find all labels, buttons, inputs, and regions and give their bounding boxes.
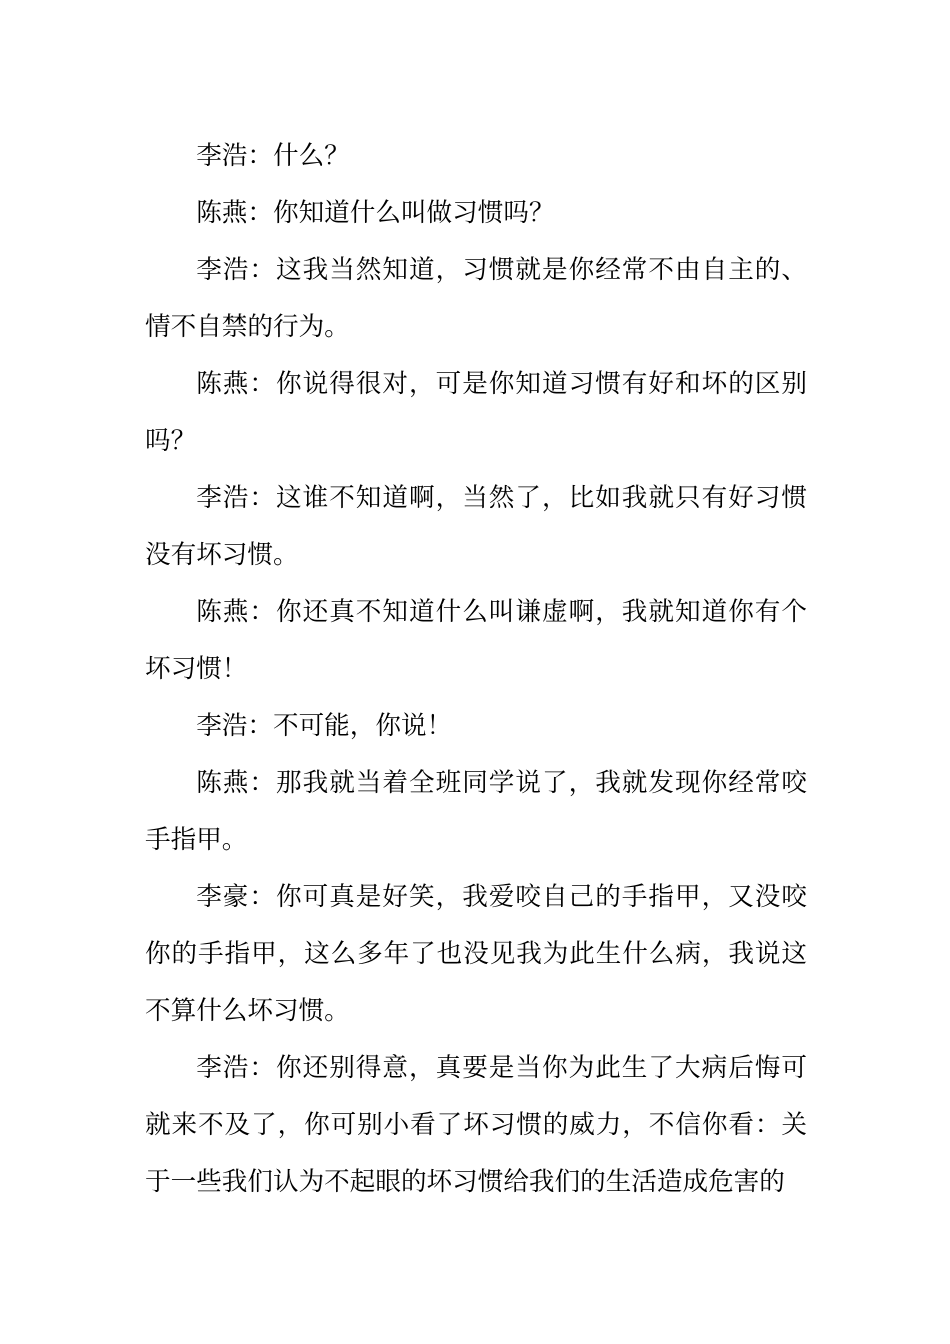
dialogue-paragraph-9: 李豪：你可真是好笑，我爱咬自己的手指甲，又没咬你的手指甲，这么多年了也没见我为此生什么病，我说这不算什么坏习惯。	[145, 882, 807, 1026]
dialogue-paragraph-3: 李浩：这我当然知道，习惯就是你经常不由自主的、情不自禁的行为。	[145, 255, 807, 342]
dialogue-paragraph-1: 李浩：什么？	[196, 141, 350, 171]
dialogue-paragraph-4: 陈燕：你说得很对，可是你知道习惯有好和坏的区别吗？	[145, 369, 807, 456]
dialogue-paragraph-8: 陈燕：那我就当着全班同学说了，我就发现你经常咬手指甲。	[145, 768, 807, 855]
dialogue-paragraph-7: 李浩：不可能，你说！	[196, 711, 453, 741]
dialogue-paragraph-6: 陈燕：你还真不知道什么叫谦虚啊，我就知道你有个坏习惯！	[145, 597, 807, 684]
dialogue-paragraph-2: 陈燕：你知道什么叫做习惯吗？	[196, 198, 555, 228]
dialogue-paragraph-10: 李浩：你还别得意，真要是当你为此生了大病后悔可就来不及了，你可别小看了坏习惯的威力，不信你看：关于一些我们认为不起眼的坏习惯给我们的生活造成危害的	[145, 1053, 807, 1197]
dialogue-paragraph-5: 李浩：这谁不知道啊，当然了，比如我就只有好习惯没有坏习惯。	[145, 483, 807, 570]
document-body	[145, 128, 807, 1211]
